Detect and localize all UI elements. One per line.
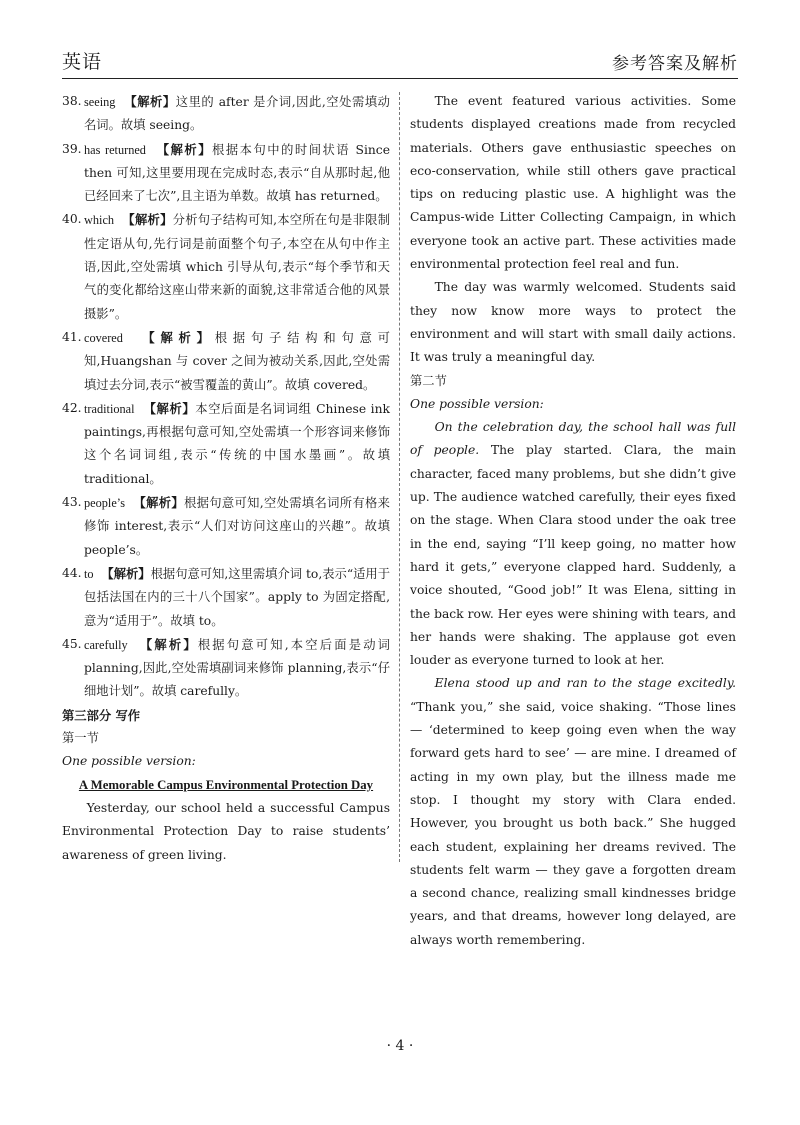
essay-paragraph-2: The event featured various activities. Some students displayed creations made from recycled materials. Others gave enthusiastic speeches on eco-conservation, while still others gave practical tips on reducing plastic use. A highlight was the Campus-wide Litter Collecting Campaign, in which everyone took an active part. These activities made environmental protection feel real and fun. [410, 94, 736, 272]
answer-number: 43. [62, 495, 82, 510]
continuation-lead-1: On the celebration day, the school hall was full of people. [410, 420, 736, 458]
answer-number: 44. [62, 565, 82, 580]
answer-body [84, 326, 390, 397]
answer-number: 38. [62, 94, 82, 108]
answer-word: covered [84, 330, 123, 345]
answer-body [84, 491, 390, 562]
subject-label: 英语 [62, 51, 103, 73]
analysis-tag: 【解析】 [101, 565, 151, 581]
answer-item [62, 397, 390, 491]
analysis-text: 根据句意可知,这里需填介词 to,表示“适用于包括法国在内的三十八个国家”。apply to 为固定搭配,意为“适用于”。故填 to。 [84, 566, 391, 628]
section2-version-label: One possible version: [410, 396, 544, 411]
analysis-text: 根据句子结构和句意可知,Huangshan 与 cover 之间为被动关系,因此,空处需填过去分词,表示“被雪覆盖的黄山”。故填 covered。 [84, 330, 390, 392]
analysis-tag: 【解析】 [139, 636, 198, 652]
answer-number: 40. [62, 212, 82, 227]
answer-item [62, 208, 390, 325]
answer-item [62, 491, 390, 562]
answer-word: to [84, 566, 94, 581]
analysis-text: 分析句子结构可知,本空所在句是非限制性定语从句,先行词是前面整个句子,本空在从句中作主语,因此,空处需填 which 引导从句,表示“每个季节和天气的变化都给这座山带来新的面貌,这非常适合他的风景摄影”。 [84, 213, 390, 321]
analysis-text: 本空后面是名词词组 Chinese ink paintings,再根据句意可知,空处需填一个形容词来修饰这个名词词组,表示“传统的中国水墨画”。故填 traditional。 [84, 401, 390, 486]
answer-list [62, 90, 390, 704]
analysis-tag: 【解析】 [143, 400, 196, 416]
answer-body [84, 90, 390, 138]
answer-item [62, 562, 390, 633]
answer-word: people’s [84, 496, 125, 511]
answer-item [62, 326, 390, 397]
answer-word: traditional [84, 401, 135, 416]
analysis-tag: 【解析】 [124, 94, 176, 109]
page-header [62, 44, 738, 79]
answer-word: carefully [84, 637, 128, 652]
section2-label: 第二节 [410, 373, 447, 388]
analysis-text: 这里的 after 是介词,因此,空处需填动名词。故填 seeing。 [84, 95, 390, 133]
analysis-tag: 【解析】 [156, 141, 213, 157]
answer-item [62, 633, 390, 704]
answer-body [84, 633, 390, 704]
answer-number: 41. [62, 329, 82, 344]
section1-label: 第一节 [62, 731, 99, 746]
answer-number: 42. [62, 400, 82, 415]
continuation-body-1: The play started. Clara, the main character, faced many problems, but she didn’t give up. The audience watched carefully, their eyes fixed on the stage. When Clara stood under the oak tree in the end, saying “I’ll keep going, no matter how hard it gets,” everyone clapped hard. Suddenly, a voice shouted, “Good job!” It was Elena, sitting in the back row. Her eyes were shining with tears, and her hands were shaking. The applause got even louder as everyone turned to look at her. [410, 443, 736, 668]
answer-number: 45. [62, 636, 82, 651]
essay-paragraph-3: The day was warmly welcomed. Students said they now know more ways to protect the environment and will start with small daily actions. It was truly a meaningful day. [410, 280, 736, 365]
answer-word: seeing [84, 95, 116, 109]
answer-body [84, 208, 390, 325]
continuation-paragraph-2 [410, 672, 736, 952]
analysis-tag: 【解析】 [142, 329, 215, 345]
continuation-body-2: “Thank you,” she said, voice shaking. “Those lines — ‘determined to keep going even when the way forward gets hard to see’ — are mine. I dreamed of acting in my own play, but the illness made me stop. I thought my story with Clara ended. However, you brought us both back.” She hugged each student, explaining her dreams revived. The students felt warm — they gave a forgotten dream a second chance, realizing small kindnesses bridge years, and that dreams, however long delayed, are always worth remembering. [410, 699, 736, 947]
analysis-tag: 【解析】 [133, 495, 184, 511]
continuation-paragraph-1 [410, 416, 736, 672]
right-column [410, 90, 736, 952]
answer-item [62, 90, 390, 138]
analysis-text: 根据本句中的时间状语 Since then 可知,这里要用现在完成时态,表示“自从那时起,他已经回来了七次”,且主语为单数。故填 has returned。 [84, 142, 390, 204]
answer-word: which [84, 213, 115, 228]
essay-title: A Memorable Campus Environmental Protection Day [78, 777, 374, 792]
document-title: 参考答案及解析 [612, 54, 738, 74]
answer-body [84, 397, 390, 491]
analysis-text: 根据句意可知,空处需填名词所有格来修饰 interest,表示“人们对访问这座山的兴趣”。故填 people’s。 [84, 496, 390, 557]
answer-body [84, 138, 390, 209]
analysis-text: 根据句意可知,本空后面是动词 planning,因此,空处需填副词来修饰 planning,表示“仔细地计划”。故填 carefully。 [84, 637, 390, 699]
left-column [62, 90, 390, 867]
section1-version-label: One possible version: [62, 754, 196, 769]
essay-paragraph-1: Yesterday, our school held a successful Campus Environmental Protection Day to raise students’ awareness of green living. [62, 800, 390, 862]
answer-word: has returned [84, 142, 146, 157]
answer-item [62, 138, 390, 209]
analysis-tag: 【解析】 [122, 212, 173, 228]
answer-number: 39. [62, 141, 82, 156]
column-divider [399, 92, 400, 862]
part3-title: 第三部分 写作 [62, 707, 141, 723]
page-number: · 4 · [386, 1038, 414, 1054]
continuation-lead-2: Elena stood up and ran to the stage excitedly. [434, 676, 736, 691]
answer-body [84, 562, 390, 633]
